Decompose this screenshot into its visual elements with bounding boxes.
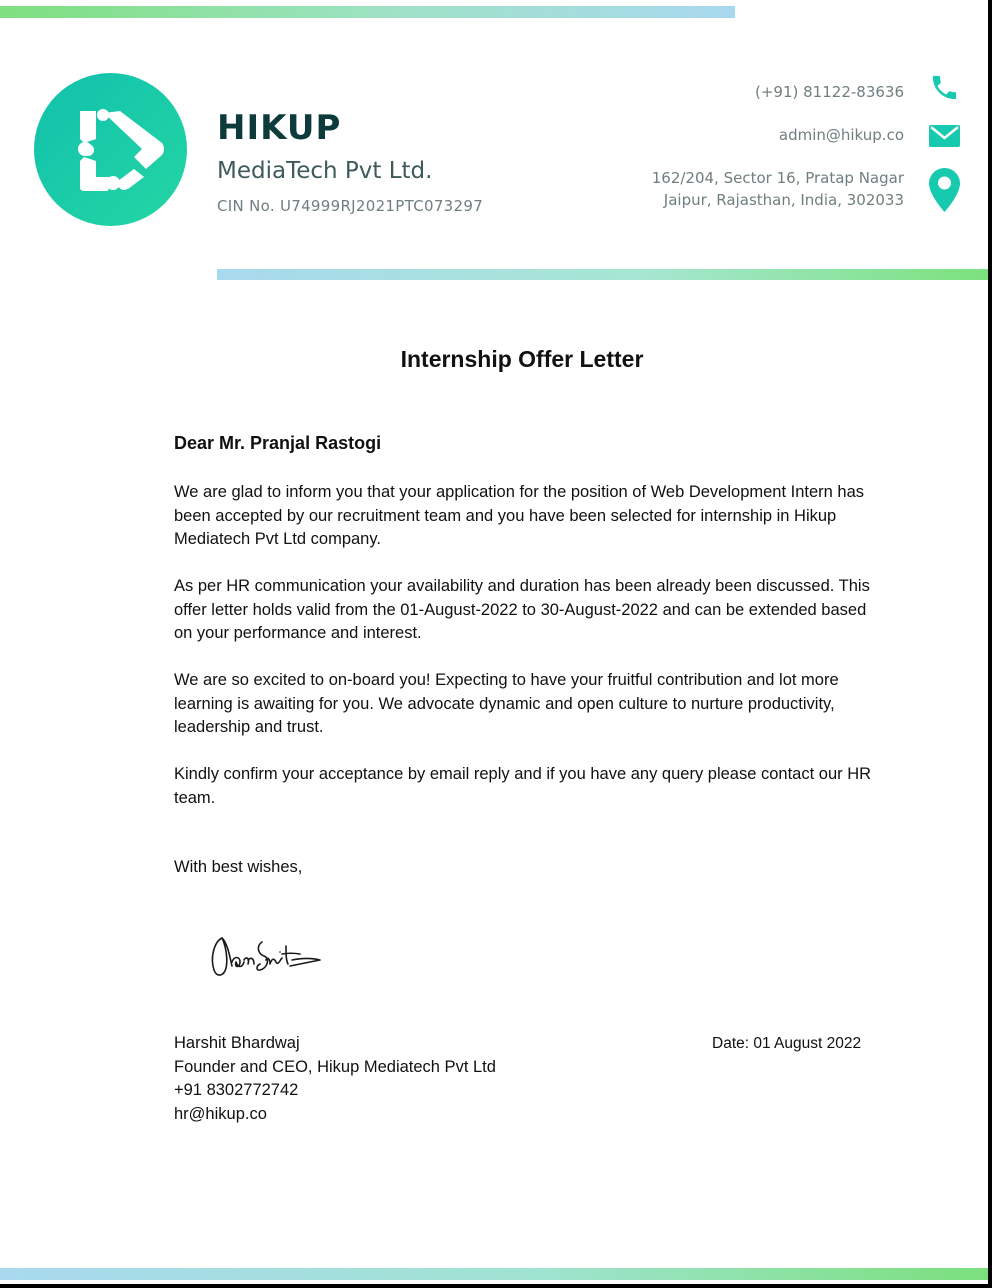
company-cin: CIN No. U74999RJ2021PTC073297 (217, 197, 484, 215)
signatory-email: hr@hikup.co (174, 1104, 267, 1123)
salutation: Dear Mr. Pranjal Rastogi (174, 433, 382, 453)
location-pin-icon (929, 168, 960, 212)
contact-phone: (+91) 81122-83636 (755, 83, 904, 101)
signatory-phone: +91 8302772742 (174, 1081, 299, 1099)
bottom-accent-bar (0, 1268, 988, 1280)
paragraph: We are so excited to on-board you! Expecting to have your fruitful contribution and lot more learning is awaiting for you. We advocate dynamic and open culture to nurture productivity, leadership and trust. (174, 671, 839, 736)
signatory-role: Founder and CEO, Hikup Mediatech Pvt Ltd (174, 1057, 496, 1076)
phone-icon (929, 72, 960, 103)
signatory-block (174, 1032, 496, 1126)
mail-icon (929, 125, 960, 147)
address-line-1: 162/204, Sector 16, Pratap Nagar (651, 169, 904, 187)
contact-email: admin@hikup.co (778, 126, 904, 144)
paragraph: We are glad to inform you that your application for the position of Web Development Intern has been accepted by our recruitment team and you have been selected for internship in Hikup Mediatech Pvt Ltd company. (174, 483, 865, 548)
company-name: HIKUP (217, 108, 342, 148)
paragraph: As per HR communication your availability and duration has been already been discussed. This offer letter holds valid from the 01-August-2022 to 30-August-2022 and can be extended based on your performance and interest. (174, 577, 870, 642)
contact-address (652, 167, 904, 211)
play-triangle-logo-icon (34, 73, 187, 226)
handwritten-signature (204, 924, 324, 986)
header-divider (217, 269, 988, 280)
top-accent-bar (0, 6, 735, 18)
letter-date: Date: 01 August 2022 (712, 1035, 862, 1052)
signatory-name: Harshit Bhardwaj (174, 1034, 300, 1052)
company-subtitle: MediaTech Pvt Ltd. (217, 158, 433, 184)
address-line-2: Jaipur, Rajasthan, India, 302033 (663, 191, 904, 209)
letter-title: Internship Offer Letter (400, 346, 644, 372)
paragraph: Kindly confirm your acceptance by email reply and if you have any query please contact our HR team. (174, 765, 872, 807)
closing-line: With best wishes, (174, 858, 303, 876)
